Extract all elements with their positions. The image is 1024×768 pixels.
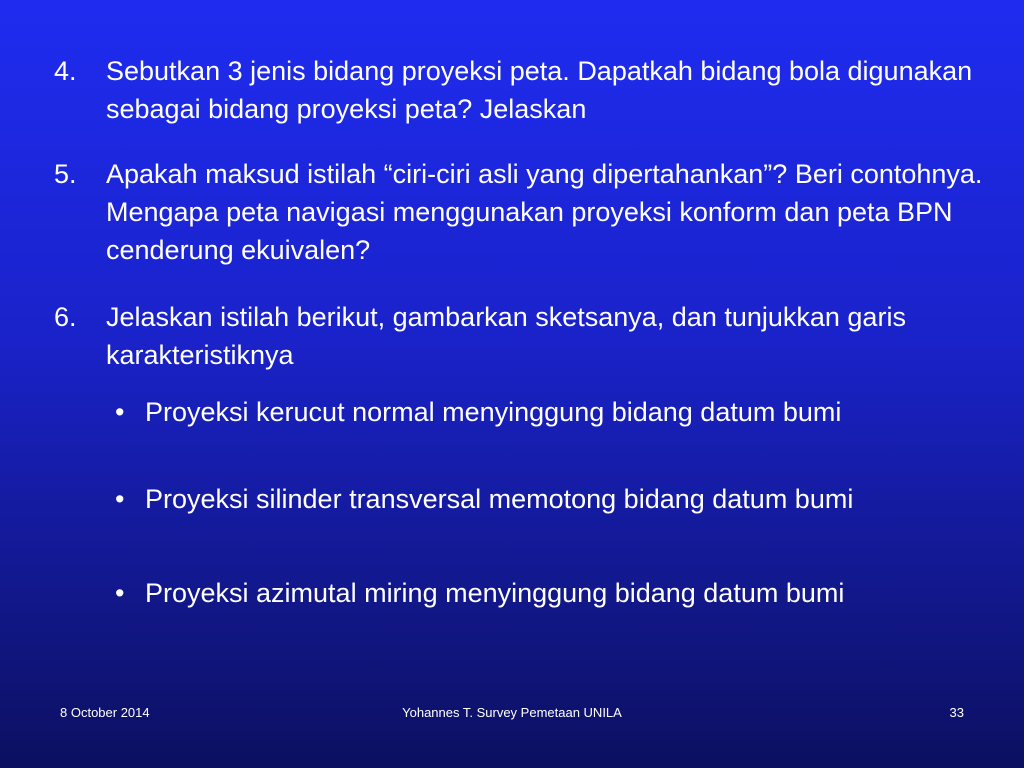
question-text: Jelaskan istilah berikut, gambarkan sketsanya, dan tunjukkan garis karakteristiknya [106, 302, 906, 370]
bullet-text: Proyeksi kerucut normal menyinggung bidang datum bumi [145, 397, 842, 427]
bullet-item [115, 480, 901, 518]
question-number: 4. [54, 56, 77, 86]
question-4 [54, 52, 1016, 128]
page-number: 33 [949, 705, 964, 720]
question-text: Sebutkan 3 jenis bidang proyeksi peta. Dapatkah bidang bola digunakan sebagai bidang proyeksi peta? Jelaskan [106, 56, 973, 124]
question-text: Apakah maksud istilah “ciri-ciri asli yang dipertahankan”? Beri contohnya. Mengapa peta navigasi menggunakan proyeksi konform dan peta BPN cenderung ekuivalen? [106, 159, 983, 265]
bullet-icon: • [115, 484, 125, 514]
bullet-item [115, 574, 901, 612]
question-number: 6. [54, 302, 77, 332]
bullet-icon: • [115, 578, 125, 608]
bullet-text: Proyeksi silinder transversal memotong bidang datum bumi [145, 484, 854, 514]
question-6 [54, 298, 946, 374]
bullet-icon: • [115, 397, 125, 427]
footer-date: 8 October 2014 [60, 705, 150, 720]
bullet-item [115, 393, 855, 431]
question-number: 5. [54, 159, 77, 189]
footer-author: Yohannes T. Survey Pemetaan UNILA [402, 705, 622, 720]
bullet-text: Proyeksi azimutal miring menyinggung bidang datum bumi [145, 578, 845, 608]
question-5 [54, 155, 1016, 269]
